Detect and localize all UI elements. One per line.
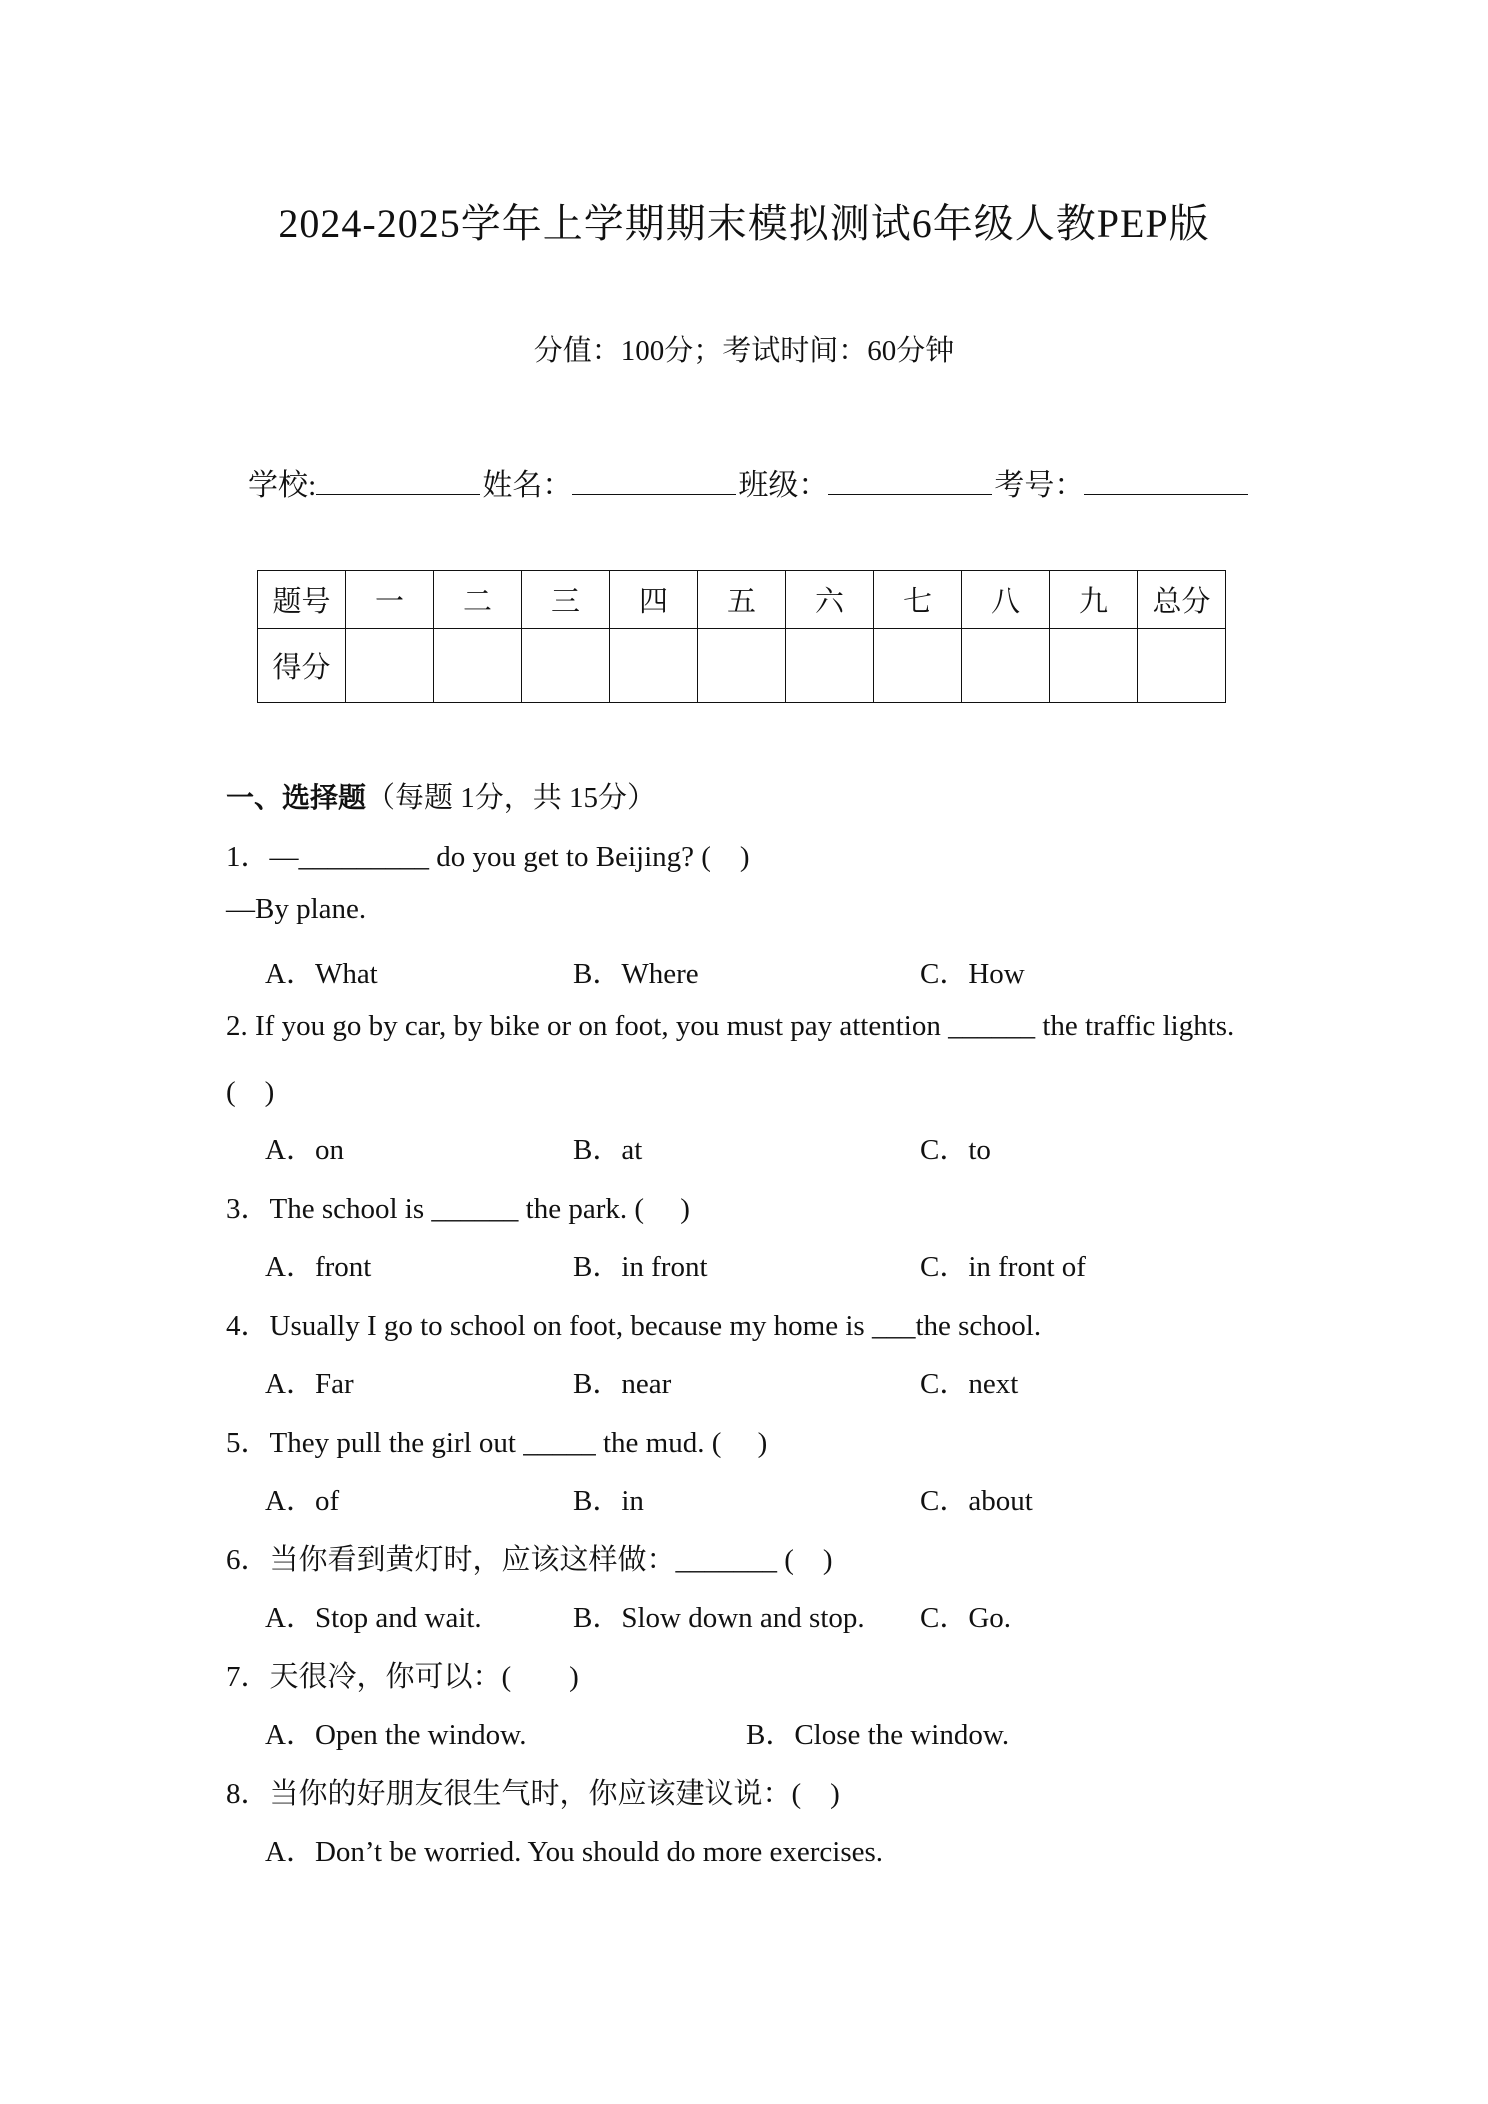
score-cell[interactable] — [962, 629, 1050, 703]
student-info-fields — [248, 460, 1250, 504]
page-title: 2024-2025学年上学期期末模拟测试6年级人教PEP版 — [278, 201, 1210, 246]
school-blank[interactable] — [316, 466, 480, 495]
score-cell[interactable] — [610, 629, 698, 703]
score-header-cell: 三 — [522, 571, 610, 629]
question-1-option-c[interactable]: C．How — [920, 958, 1025, 990]
question-7: 7．天很冷，你可以：( ) — [226, 1661, 579, 1693]
question-1-answer-line: —By plane. — [226, 893, 367, 925]
section-heading — [226, 775, 656, 816]
score-cell[interactable] — [522, 629, 610, 703]
score-table — [257, 570, 1226, 703]
question-2: 2. If you go by car, by bike or on foot, you must pay attention ______ the traffic lights. — [226, 1010, 1235, 1042]
question-7-option-a[interactable]: A．Open the window. — [265, 1719, 527, 1751]
name-label: 姓名： — [482, 469, 573, 502]
score-header-cell: 一 — [346, 571, 434, 629]
name-blank[interactable] — [572, 466, 736, 495]
score-header-cell: 二 — [434, 571, 522, 629]
score-cell[interactable] — [1050, 629, 1138, 703]
question-6: 6．当你看到黄灯时，应该这样做：_______ ( ) — [226, 1544, 833, 1576]
question-1: 1．—_________ do you get to Beijing? ( ) — [226, 841, 750, 873]
class-blank[interactable] — [828, 466, 992, 495]
section-title: 一、选择题 — [226, 781, 367, 814]
question-5-option-b[interactable]: B．in — [573, 1485, 644, 1517]
exam-info: 分值：100分；考试时间：60分钟 — [533, 335, 955, 367]
score-header-cell: 九 — [1050, 571, 1138, 629]
question-4-option-b[interactable]: B．near — [573, 1368, 672, 1400]
question-4-option-a[interactable]: A．Far — [265, 1368, 354, 1400]
score-header-cell: 四 — [610, 571, 698, 629]
question-2-option-a[interactable]: A．on — [265, 1134, 344, 1166]
question-8: 8．当你的好朋友很生气时，你应该建议说：( ) — [226, 1778, 840, 1810]
score-header-cell: 总分 — [1138, 571, 1226, 629]
question-8-option-a[interactable]: A．Don’t be worried. You should do more exercises. — [265, 1836, 884, 1868]
score-header-cell: 七 — [874, 571, 962, 629]
score-row-label: 得分 — [258, 629, 346, 703]
score-cell[interactable] — [1138, 629, 1226, 703]
question-3-option-b[interactable]: B．in front — [573, 1251, 708, 1283]
question-5-option-a[interactable]: A．of — [265, 1485, 340, 1517]
question-2-option-c[interactable]: C．to — [920, 1134, 991, 1166]
exam-no-blank[interactable] — [1084, 466, 1248, 495]
question-2-bracket: ( ) — [226, 1076, 275, 1108]
question-1-option-a[interactable]: A．What — [265, 958, 378, 990]
question-3: 3．The school is ______ the park. ( ) — [226, 1193, 690, 1225]
question-6-option-a[interactable]: A．Stop and wait. — [265, 1602, 482, 1634]
question-4: 4．Usually I go to school on foot, because my home is ___the school. — [226, 1310, 1042, 1342]
section-note: （每题 1分，共 15分） — [366, 782, 657, 814]
question-6-option-b[interactable]: B．Slow down and stop. — [573, 1602, 865, 1634]
question-5-option-c[interactable]: C．about — [920, 1485, 1033, 1517]
exam-no-label: 考号： — [994, 469, 1085, 502]
question-3-option-c[interactable]: C．in front of — [920, 1251, 1086, 1283]
score-header-cell: 题号 — [258, 571, 346, 629]
score-header-cell: 八 — [962, 571, 1050, 629]
score-cell[interactable] — [786, 629, 874, 703]
question-5: 5．They pull the girl out _____ the mud. ( ) — [226, 1427, 768, 1459]
score-cell[interactable] — [434, 629, 522, 703]
question-4-option-c[interactable]: C．next — [920, 1368, 1019, 1400]
question-2-option-b[interactable]: B．at — [573, 1134, 643, 1166]
question-1-option-b[interactable]: B．Where — [573, 958, 699, 990]
school-label: 学校: — [248, 469, 317, 502]
question-7-option-b[interactable]: B．Close the window. — [746, 1719, 1010, 1751]
question-3-option-a[interactable]: A．front — [265, 1251, 372, 1283]
score-cell[interactable] — [698, 629, 786, 703]
score-header-cell: 五 — [698, 571, 786, 629]
score-header-cell: 六 — [786, 571, 874, 629]
score-cell[interactable] — [346, 629, 434, 703]
class-label: 班级： — [738, 469, 829, 502]
question-6-option-c[interactable]: C．Go. — [920, 1602, 1012, 1634]
score-cell[interactable] — [874, 629, 962, 703]
